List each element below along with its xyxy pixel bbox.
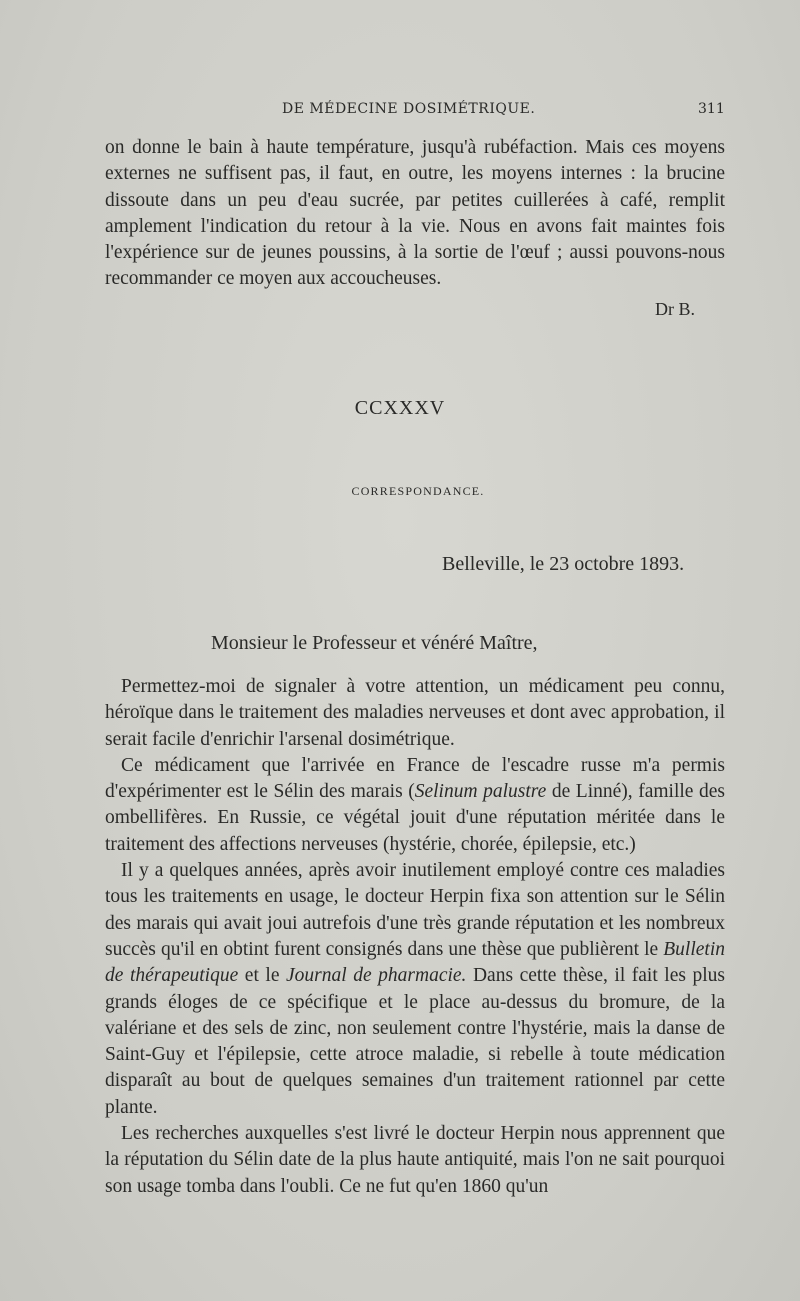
page-number: 311 <box>698 101 725 117</box>
signature: Dr B. <box>655 299 695 319</box>
paragraph: Permettez-moi de signaler à votre attention, un médicament peu connu, héroïque dans le traitement des maladies nerveuses et dont avec approbation, il serait facile d'enrichir l'arsenal dosimétrique. <box>105 676 725 750</box>
letter-body <box>105 674 725 1200</box>
paragraph: Les recherches auxquelles s'est livré le docteur Herpin nous apprennent que la réputation du Sélin date de la plus haute antiquité, mais l'on ne sait pourquoi son usage tomba dans l'oubli. Ce ne fut qu'en 1860 qu'un <box>105 1123 725 1197</box>
section-number: CCXXXV <box>354 397 446 419</box>
italic-text: Journal de pharmacie. <box>286 965 467 987</box>
italic-text: Selinum palustre <box>414 781 547 803</box>
italic-text: Bulletin de thérapeutique <box>105 938 725 987</box>
letter-salutation: Monsieur le Professeur et vénéré Maître, <box>211 632 538 654</box>
section-title: CORRESPONDANCE. <box>351 484 485 498</box>
running-head: DE MÉDECINE DOSIMÉTRIQUE. <box>282 101 536 117</box>
paragraph <box>105 753 725 858</box>
text-run: Il y a quelques années, après avoir inutilement employé contre ces maladies tous les traitements en usage, le docteur Herpin fixa son attention sur le Sélin des marais qui avait joui autrefois d'une très grande réputation et les nombreux succès qu'il en obtint furent consignés dans une thèse que publièrent le <box>105 860 725 960</box>
text-run: et le <box>238 965 287 987</box>
paragraph <box>105 858 725 1121</box>
paragraph: on donne le bain à haute température, jusqu'à rubéfaction. Mais ces moyens externes ne suffisent pas, il faut, en outre, les moyens internes : la brucine dissoute dans un peu d'eau sucrée, par petites cuillerées à café, remplit amplement l'indication du retour à la vie. Nous en avons fait maintes fois l'expérience sur de jeunes poussins, à la sortie de l'œuf ; aussi pouvons-nous recommander ce moyen aux accoucheuses. <box>105 137 725 290</box>
letter-dateline: Belleville, le 23 octobre 1893. <box>442 553 685 575</box>
text-run: Dans cette thèse, il fait les plus grands éloges de ce spécifique et le place au-dessus du bromure, de la valériane et des sels de zinc, non seulement contre l'hystérie, mais la danse de Saint-Guy et l'épilepsie, cette atroce maladie, si rebelle à toute médication disparaît au bout de quelques semaines d'un traitement rationnel par cette plante. <box>105 965 725 1118</box>
text-run: Ce médicament que l'arrivée en France de l'escadre russe m'a permis d'expérimenter est le Sélin des marais ( <box>105 754 725 803</box>
closing-paragraph-block <box>105 135 725 293</box>
text-run: de Linné), famille des ombellifères. En Russie, ce végétal jouit d'une réputation méritée dans le traitement des affections nerveuses (hystérie, chorée, épilepsie, etc.) <box>105 781 725 855</box>
